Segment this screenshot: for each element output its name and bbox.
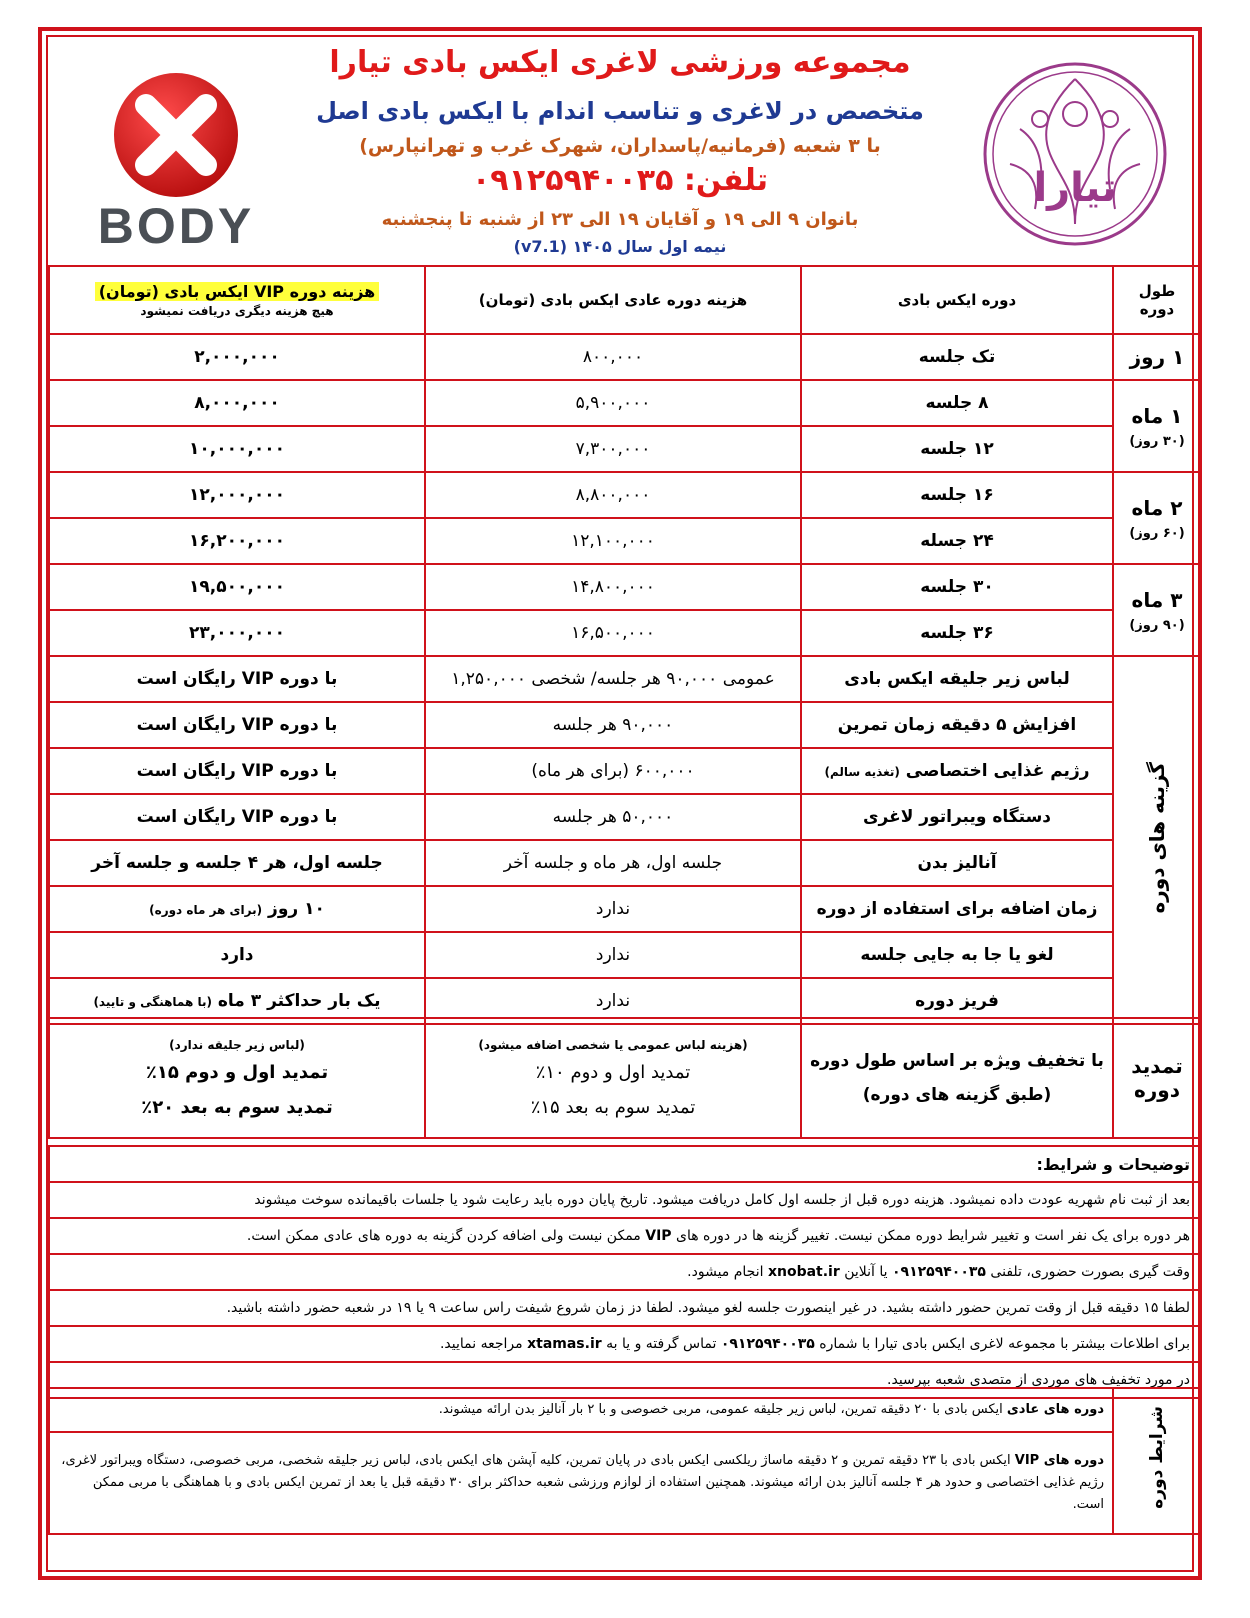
option-vip: دارد [49, 932, 425, 978]
list-item [49, 1290, 1199, 1326]
note-text: برای اطلاعات بیشتر با مجموعه لاغری ایکس بادی تیارا با شماره [814, 1336, 1190, 1352]
page-title: مجموعه ورزشی لاغری ایکس بادی تیارا [329, 45, 911, 80]
price-table [48, 265, 1202, 1025]
regular-price-cell: ۱۴,۸۰۰,۰۰۰ [425, 564, 801, 610]
table-row [49, 518, 1201, 564]
vip-price-note: هیچ هزینه دیگری دریافت نمیشود [140, 303, 334, 318]
course-cell: ۱۲ جلسه [801, 426, 1113, 472]
terms-regular-title: دوره های عادی [1006, 1402, 1104, 1417]
vip-price-cell: ۱۹,۵۰۰,۰۰۰ [49, 564, 425, 610]
header-duration: طول دوره [1113, 266, 1201, 334]
regular-price-cell: ۵,۹۰۰,۰۰۰ [425, 380, 801, 426]
option-vip-note: (برای هر ماه دوره) [149, 903, 263, 917]
note-phone: ۰۹۱۲۵۹۴۰۰۳۵ [891, 1264, 986, 1280]
vip-price-cell: ۸,۰۰۰,۰۰۰ [49, 380, 425, 426]
extension-vip-cell [49, 1018, 425, 1138]
option-vip: با دوره VIP رایگان است [49, 748, 425, 794]
note-6: در مورد تخفیف های موردی از متصدی شعبه بپرسید. [49, 1362, 1199, 1398]
terms-regular-text: ایکس بادی با ۲۰ دقیقه تمرین، لباس زیر جلیقه عمومی، مربی خصوصی و با ۲ بار آنالیز بدن ارائه میشوند. [438, 1402, 1007, 1417]
option-vip-note: (با هماهنگی و تایید) [93, 995, 212, 1009]
hours-line: بانوان ۹ الی ۱۹ و آقایان ۱۹ الی ۲۳ از شنبه تا پنجشنبه [381, 209, 859, 230]
notes-table [48, 1145, 1200, 1399]
notes-heading: توضیحات و شرایط: [49, 1146, 1199, 1182]
table-row [49, 380, 1201, 426]
option-vip: با دوره VIP رایگان است [49, 656, 425, 702]
option-name: رژیم غذایی اختصاصی [905, 761, 1090, 781]
table-row [49, 1388, 1201, 1432]
vip-price-cell: ۱۶,۲۰۰,۰۰۰ [49, 518, 425, 564]
note-1: بعد از ثبت نام شهریه عودت داده نمیشود. هزینه دوره قبل از جلسه اول کامل دریافت میشود. تاریخ پایان دوره باید رعایت شود یا جلسات باقیمانده سوخت میشوند [49, 1182, 1199, 1218]
option-vip: با دوره VIP رایگان است [49, 794, 425, 840]
vip-price-cell: ۲۳,۰۰۰,۰۰۰ [49, 610, 425, 656]
extension-label: تمدید دوره [1113, 1018, 1201, 1138]
option-regular: ندارد [425, 978, 801, 1024]
table-row [49, 610, 1201, 656]
note-bold: VIP [645, 1228, 672, 1244]
note-link[interactable]: xtamas.ir [527, 1336, 602, 1352]
header [48, 37, 1192, 267]
header-course: دوره ایکس بادی [801, 266, 1113, 334]
option-vip: ۱۰ روز [268, 899, 325, 919]
note-phone: ۰۹۱۲۵۹۴۰۰۳۵ [720, 1336, 815, 1352]
page-frame [38, 27, 1202, 1580]
duration-2-month [1113, 472, 1201, 564]
extension-regular-cell [425, 1018, 801, 1138]
vip-price-cell: ۲,۰۰۰,۰۰۰ [49, 334, 425, 380]
regular-price-cell: ۱۶,۵۰۰,۰۰۰ [425, 610, 801, 656]
option-regular: ۹۰,۰۰۰ هر جلسه [425, 702, 801, 748]
extension-vip-note: (لباس زیر جلیقه ندارد) [169, 1038, 305, 1052]
xbody-logo [76, 71, 276, 254]
extension-vip-1: تمدید اول و دوم ۱۵٪ [145, 1062, 329, 1083]
table-row [49, 840, 1201, 886]
terms-vip-title: دوره های VIP [1014, 1453, 1104, 1468]
extension-vip-2: تمدید سوم به بعد ۲۰٪ [141, 1097, 333, 1118]
duration-3-month [1113, 564, 1201, 656]
duration-days: (۹۰ روز) [1129, 617, 1185, 633]
option-regular: ندارد [425, 886, 801, 932]
course-cell: ۲۴ جسله [801, 518, 1113, 564]
terms-regular [49, 1388, 1113, 1432]
extension-regular-note: (هزینه لباس عمومی یا شخصی اضافه میشود) [478, 1038, 748, 1052]
duration-label: ۱ ماه [1131, 403, 1183, 428]
year-line: نیمه اول سال ۱۴۰۵ (v7.1) [513, 237, 727, 256]
note-5 [49, 1326, 1199, 1362]
option-vip: با دوره VIP رایگان است [49, 702, 425, 748]
option-name: لغو یا جا به جایی جلسه [801, 932, 1113, 978]
list-item [49, 1146, 1199, 1182]
option-name: دستگاه ویبراتور لاغری [801, 794, 1113, 840]
duration-label: ۲ ماه [1131, 495, 1183, 520]
option-vip: یک بار حداکثر ۳ ماه [217, 991, 381, 1011]
duration-1-day: ۱ روز [1113, 334, 1201, 380]
option-vip: جلسه اول، هر ۴ جلسه و جلسه آخر [49, 840, 425, 886]
note-2 [49, 1218, 1199, 1254]
price-table-header [49, 266, 1201, 334]
extension-course-cell [801, 1018, 1113, 1138]
option-regular: ندارد [425, 932, 801, 978]
course-cell: ۳۶ جلسه [801, 610, 1113, 656]
extension-course-note: (طبق گزینه های دوره) [862, 1085, 1052, 1105]
phone-number: ۰۹۱۲۵۹۴۰۰۳۵ [472, 163, 674, 198]
page-subtitle: متخصص در لاغری و تناسب اندام با ایکس بادی اصل [316, 97, 924, 125]
vip-price-cell: ۱۰,۰۰۰,۰۰۰ [49, 426, 425, 472]
options-label: گزینه های دوره [1145, 761, 1169, 914]
vip-price-label: هزینه دوره VIP ایکس بادی (تومان) [95, 282, 380, 301]
note-text: انجام میشود. [687, 1264, 768, 1280]
xbody-x-icon [76, 71, 276, 201]
extension-regular-2: تمدید سوم به بعد ۱۵٪ [530, 1097, 696, 1118]
duration-days: (۶۰ روز) [1129, 525, 1185, 541]
list-item [49, 1218, 1199, 1254]
list-item [49, 1254, 1199, 1290]
note-text: وقت گیری بصورت حضوری، تلفنی [985, 1264, 1190, 1280]
note-text: مراجعه نمایید. [439, 1336, 528, 1352]
course-cell: ۱۶ جلسه [801, 472, 1113, 518]
tiara-logo-text: تیارا [1033, 165, 1117, 211]
table-row [49, 656, 1201, 702]
table-row [49, 794, 1201, 840]
option-regular: عمومی ۹۰,۰۰۰ هر جلسه/ شخصی ۱,۲۵۰,۰۰۰ [425, 656, 801, 702]
regular-price-cell: ۱۲,۱۰۰,۰۰۰ [425, 518, 801, 564]
xbody-logo-text: BODY [97, 198, 255, 254]
table-row [49, 334, 1201, 380]
course-cell: ۸ جلسه [801, 380, 1113, 426]
terms-vip [49, 1432, 1113, 1534]
course-cell: تک جلسه [801, 334, 1113, 380]
option-name: لباس زیر جلیقه ایکس بادی [801, 656, 1113, 702]
option-vip-cell [49, 886, 425, 932]
list-item [49, 1182, 1199, 1218]
options-label-cell [1113, 656, 1201, 1024]
note-4: لطفا ۱۵ دقیقه قبل از وقت تمرین حضور داشته بشید. در غیر اینصورت جلسه لغو میشود. لطفا دز زمان شروع شیفت راس ساعت ۹ یا ۱۹ در شعبه حضور داشته باشید. [49, 1290, 1199, 1326]
table-row [49, 1432, 1201, 1534]
table-row [49, 886, 1201, 932]
page-inner-border [46, 35, 1194, 1572]
table-row [49, 472, 1201, 518]
terms-label: شرایط دوره [1147, 1405, 1167, 1509]
table-row [49, 748, 1201, 794]
duration-1-month [1113, 380, 1201, 472]
option-name-note: (تغذیه سالم) [824, 765, 900, 779]
duration-label: ۳ ماه [1131, 587, 1183, 612]
regular-price-cell: ۸,۸۰۰,۰۰۰ [425, 472, 801, 518]
note-text: تماس گرفته و یا به [601, 1336, 721, 1352]
regular-price-cell: ۷,۳۰۰,۰۰۰ [425, 426, 801, 472]
option-regular: ۶۰۰,۰۰۰ (برای هر ماه) [425, 748, 801, 794]
tiara-logo [980, 59, 1170, 249]
table-row [49, 564, 1201, 610]
option-name: فریز دوره [801, 978, 1113, 1024]
extension-course: با تخفیف ویژه بر اساس طول دوره [810, 1051, 1104, 1071]
table-row [49, 702, 1201, 748]
terms-label-cell [1113, 1388, 1201, 1534]
regular-price-cell: ۸۰۰,۰۰۰ [425, 334, 801, 380]
header-regular-price: هزینه دوره عادی ایکس بادی (تومان) [425, 266, 801, 334]
note-3 [49, 1254, 1199, 1290]
option-name: افزایش ۵ دقیقه زمان تمرین [801, 702, 1113, 748]
option-regular: ۵۰,۰۰۰ هر جلسه [425, 794, 801, 840]
note-text: ممکن نیست ولی اضافه کردن گزینه به دوره های عادی ممکن است. [246, 1228, 646, 1244]
note-link[interactable]: xnobat.ir [767, 1264, 840, 1280]
terms-table [48, 1387, 1202, 1535]
list-item [49, 1326, 1199, 1362]
tiara-logo-graphic [980, 59, 1170, 249]
table-row [49, 426, 1201, 472]
table-row [49, 1018, 1201, 1138]
option-name: زمان اضافه برای استفاده از دوره [801, 886, 1113, 932]
vip-price-cell: ۱۲,۰۰۰,۰۰۰ [49, 472, 425, 518]
extension-table [48, 1017, 1202, 1139]
course-cell: ۳۰ جلسه [801, 564, 1113, 610]
note-text: هر دوره برای یک نفر است و تغییر شرایط دوره ممکن نیست. تغییر گزینه ها در دوره های [671, 1228, 1190, 1244]
table-row [49, 932, 1201, 978]
duration-days: (۳۰ روز) [1129, 433, 1185, 449]
terms-vip-text: ایکس بادی با ۲۳ دقیقه تمرین و ۲ دقیقه ماساژ ریلکسی ایکس بادی در پایان تمرین، کلیه آپشن های ایکس بادی، لباس زیر جلیقه شخصی، مربی خصوصی، دستگاه ویبراتور لاغری، رژیم غذایی اختصاصی و حدود هر ۴ جلسه آنالیز بدن ارائه میشوند. همچنین استفاده از لوازم ورزشی شعبه حداکثر برای ۳۰ دقیقه قبل یا بعد از تمرین ایکس بادی و با هماهنگی با مربی ممکن است. [61, 1453, 1104, 1512]
note-text: یا آنلاین [839, 1264, 892, 1280]
option-name: آنالیز بدن [801, 840, 1113, 886]
option-name-cell [801, 748, 1113, 794]
extension-regular-1: تمدید اول و دوم ۱۰٪ [535, 1062, 691, 1083]
header-vip-price [49, 266, 425, 334]
option-regular: جلسه اول، هر ماه و جلسه آخر [425, 840, 801, 886]
phone-label: تلفن: [683, 163, 768, 198]
branches-line: با ۳ شعبه (فرمانیه/پاسداران، شهرک غرب و تهرانپارس) [359, 135, 881, 157]
